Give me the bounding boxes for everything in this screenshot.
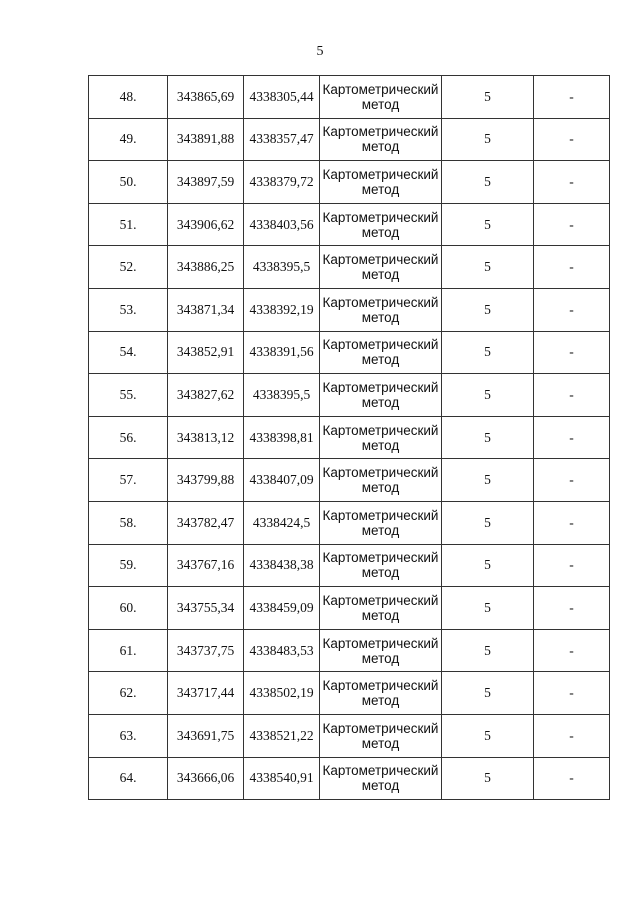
y-coordinate-cell: 4338483,53 [244, 629, 320, 672]
note-cell: - [534, 374, 610, 417]
x-coordinate-cell: 343906,62 [168, 203, 244, 246]
method-cell: Картометрический метод [320, 757, 442, 800]
x-coordinate-cell: 343717,44 [168, 672, 244, 715]
point-number-cell: 56. [89, 416, 168, 459]
table-row [89, 714, 610, 757]
x-coordinate-cell: 343813,12 [168, 416, 244, 459]
y-coordinate-cell: 4338395,5 [244, 374, 320, 417]
note-cell: - [534, 587, 610, 630]
y-coordinate-cell: 4338424,5 [244, 501, 320, 544]
x-coordinate-cell: 343827,62 [168, 374, 244, 417]
table-row [89, 374, 610, 417]
y-coordinate-cell: 4338540,91 [244, 757, 320, 800]
method-cell: Картометрический метод [320, 76, 442, 119]
method-cell: Картометрический метод [320, 416, 442, 459]
note-cell: - [534, 629, 610, 672]
table-row [89, 118, 610, 161]
point-number-cell: 54. [89, 331, 168, 374]
y-coordinate-cell: 4338305,44 [244, 76, 320, 119]
note-cell: - [534, 331, 610, 374]
table-row [89, 161, 610, 204]
x-coordinate-cell: 343782,47 [168, 501, 244, 544]
point-number-cell: 48. [89, 76, 168, 119]
method-cell: Картометрический метод [320, 459, 442, 502]
point-number-cell: 64. [89, 757, 168, 800]
y-coordinate-cell: 4338398,81 [244, 416, 320, 459]
accuracy-cell: 5 [442, 757, 534, 800]
note-cell: - [534, 501, 610, 544]
note-cell: - [534, 118, 610, 161]
point-number-cell: 63. [89, 714, 168, 757]
method-cell: Картометрический метод [320, 246, 442, 289]
point-number-cell: 58. [89, 501, 168, 544]
table-row [89, 459, 610, 502]
note-cell: - [534, 161, 610, 204]
table-row [89, 587, 610, 630]
note-cell: - [534, 288, 610, 331]
method-cell: Картометрический метод [320, 374, 442, 417]
table-row [89, 76, 610, 119]
accuracy-cell: 5 [442, 331, 534, 374]
accuracy-cell: 5 [442, 714, 534, 757]
point-number-cell: 62. [89, 672, 168, 715]
point-number-cell: 51. [89, 203, 168, 246]
point-number-cell: 53. [89, 288, 168, 331]
x-coordinate-cell: 343737,75 [168, 629, 244, 672]
table-row [89, 629, 610, 672]
note-cell: - [534, 76, 610, 119]
note-cell: - [534, 246, 610, 289]
note-cell: - [534, 459, 610, 502]
method-cell: Картометрический метод [320, 587, 442, 630]
point-number-cell: 59. [89, 544, 168, 587]
accuracy-cell: 5 [442, 161, 534, 204]
x-coordinate-cell: 343666,06 [168, 757, 244, 800]
note-cell: - [534, 544, 610, 587]
x-coordinate-cell: 343865,69 [168, 76, 244, 119]
table-row [89, 544, 610, 587]
accuracy-cell: 5 [442, 203, 534, 246]
point-number-cell: 55. [89, 374, 168, 417]
accuracy-cell: 5 [442, 246, 534, 289]
y-coordinate-cell: 4338391,56 [244, 331, 320, 374]
accuracy-cell: 5 [442, 501, 534, 544]
method-cell: Картометрический метод [320, 118, 442, 161]
x-coordinate-cell: 343799,88 [168, 459, 244, 502]
table-row [89, 246, 610, 289]
x-coordinate-cell: 343891,88 [168, 118, 244, 161]
x-coordinate-cell: 343852,91 [168, 331, 244, 374]
x-coordinate-cell: 343767,16 [168, 544, 244, 587]
note-cell: - [534, 757, 610, 800]
y-coordinate-cell: 4338407,09 [244, 459, 320, 502]
y-coordinate-cell: 4338379,72 [244, 161, 320, 204]
method-cell: Картометрический метод [320, 161, 442, 204]
accuracy-cell: 5 [442, 416, 534, 459]
method-cell: Картометрический метод [320, 288, 442, 331]
accuracy-cell: 5 [442, 76, 534, 119]
x-coordinate-cell: 343886,25 [168, 246, 244, 289]
method-cell: Картометрический метод [320, 501, 442, 544]
y-coordinate-cell: 4338403,56 [244, 203, 320, 246]
note-cell: - [534, 203, 610, 246]
table-row [89, 501, 610, 544]
table-row [89, 757, 610, 800]
table-row [89, 672, 610, 715]
method-cell: Картометрический метод [320, 629, 442, 672]
table-row [89, 288, 610, 331]
note-cell: - [534, 714, 610, 757]
y-coordinate-cell: 4338438,38 [244, 544, 320, 587]
point-number-cell: 60. [89, 587, 168, 630]
method-cell: Картометрический метод [320, 672, 442, 715]
method-cell: Картометрический метод [320, 331, 442, 374]
table-row [89, 203, 610, 246]
y-coordinate-cell: 4338502,19 [244, 672, 320, 715]
x-coordinate-cell: 343897,59 [168, 161, 244, 204]
accuracy-cell: 5 [442, 544, 534, 587]
x-coordinate-cell: 343871,34 [168, 288, 244, 331]
accuracy-cell: 5 [442, 629, 534, 672]
method-cell: Картометрический метод [320, 714, 442, 757]
accuracy-cell: 5 [442, 118, 534, 161]
y-coordinate-cell: 4338392,19 [244, 288, 320, 331]
accuracy-cell: 5 [442, 672, 534, 715]
accuracy-cell: 5 [442, 288, 534, 331]
note-cell: - [534, 416, 610, 459]
point-number-cell: 50. [89, 161, 168, 204]
coordinates-table [88, 75, 610, 800]
method-cell: Картометрический метод [320, 203, 442, 246]
point-number-cell: 49. [89, 118, 168, 161]
note-cell: - [534, 672, 610, 715]
point-number-cell: 52. [89, 246, 168, 289]
method-cell: Картометрический метод [320, 544, 442, 587]
table-row [89, 331, 610, 374]
accuracy-cell: 5 [442, 587, 534, 630]
y-coordinate-cell: 4338357,47 [244, 118, 320, 161]
coordinates-table-body [89, 76, 610, 800]
x-coordinate-cell: 343691,75 [168, 714, 244, 757]
accuracy-cell: 5 [442, 459, 534, 502]
accuracy-cell: 5 [442, 374, 534, 417]
y-coordinate-cell: 4338521,22 [244, 714, 320, 757]
page-number: 5 [316, 44, 324, 59]
y-coordinate-cell: 4338395,5 [244, 246, 320, 289]
point-number-cell: 57. [89, 459, 168, 502]
x-coordinate-cell: 343755,34 [168, 587, 244, 630]
point-number-cell: 61. [89, 629, 168, 672]
y-coordinate-cell: 4338459,09 [244, 587, 320, 630]
table-row [89, 416, 610, 459]
